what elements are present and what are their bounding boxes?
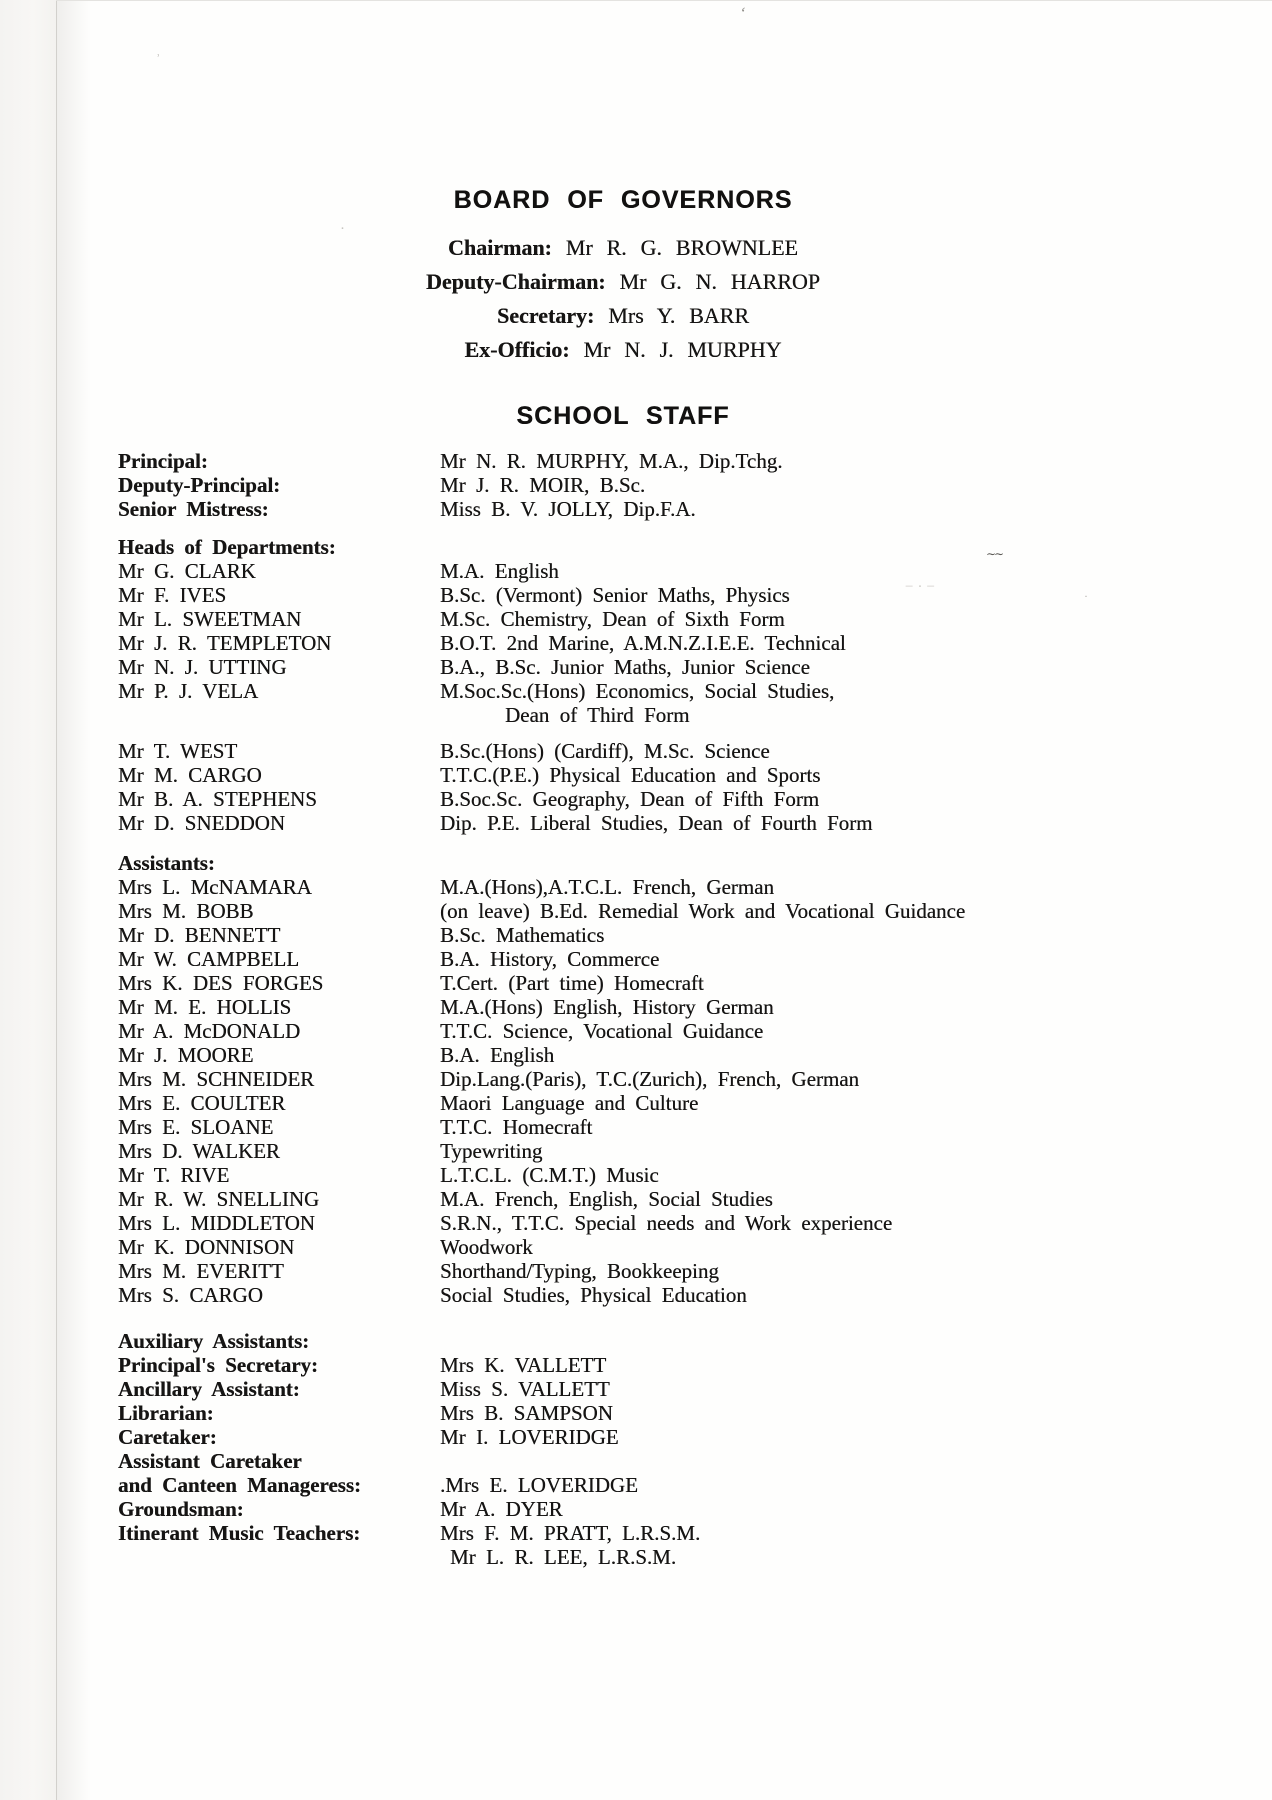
staff-row xyxy=(118,1163,1128,1187)
staff-row-label: Mrs S. CARGO xyxy=(118,1283,263,1307)
staff-row xyxy=(118,583,1128,607)
officer-role-label: Deputy-Chairman: xyxy=(425,269,606,294)
staff-row-label: Mr K. DONNISON xyxy=(118,1235,295,1259)
staff-row-label: Mr A. McDONALD xyxy=(118,1019,301,1043)
staff-row xyxy=(118,473,1128,497)
governor-officer-line xyxy=(118,299,1128,333)
staff-row-value: Maori Language and Culture xyxy=(440,1091,699,1115)
staff-row-value: M.A.(Hons),A.T.C.L. French, German xyxy=(440,875,774,899)
staff-row-value: Mr L. R. LEE, L.R.S.M. xyxy=(450,1545,677,1569)
staff-row xyxy=(118,947,1128,971)
page-left-edge xyxy=(0,0,57,1800)
staff-row xyxy=(118,449,1128,473)
staff-row-label: Mr T. WEST xyxy=(118,739,238,763)
staff-row-label: Mr L. SWEETMAN xyxy=(118,607,302,631)
staff-row-value: Mrs F. M. PRATT, L.R.S.M. xyxy=(440,1521,701,1545)
staff-row-label: Itinerant Music Teachers: xyxy=(118,1521,361,1545)
staff-row-value xyxy=(440,851,1128,875)
staff-row-value: L.T.C.L. (C.M.T.) Music xyxy=(440,1163,659,1187)
staff-row xyxy=(118,995,1128,1019)
scan-speck: ʻ xyxy=(738,4,747,23)
staff-row-label: Mr R. W. SNELLING xyxy=(118,1187,320,1211)
staff-row-label: Assistants: xyxy=(118,851,215,875)
staff-row-label: Mr F. IVES xyxy=(118,583,227,607)
scan-speck: · xyxy=(1084,589,1088,603)
staff-row-label: Mr P. J. VELA xyxy=(118,679,259,703)
staff-row-value: T.T.C. Science, Vocational Guidance xyxy=(440,1019,764,1043)
staff-row xyxy=(118,763,1128,787)
staff-row-label: Mr J. R. TEMPLETON xyxy=(118,631,332,655)
staff-row xyxy=(118,1259,1128,1283)
staff-row xyxy=(118,971,1128,995)
staff-row-value: S.R.N., T.T.C. Special needs and Work experience xyxy=(440,1211,893,1235)
staff-row-value: B.Sc. Mathematics xyxy=(440,923,605,947)
staff-row-label: Principal's Secretary: xyxy=(118,1353,319,1377)
staff-row xyxy=(118,875,1128,899)
staff-row-label: and Canteen Manageress: xyxy=(118,1473,362,1497)
staff-row-label: Mrs E. SLOANE xyxy=(118,1115,274,1139)
staff-row-label: Ancillary Assistant: xyxy=(118,1377,300,1401)
staff-row-value: Mr I. LOVERIDGE xyxy=(440,1425,619,1449)
staff-row-value: B.Sc. (Vermont) Senior Maths, Physics xyxy=(440,583,790,607)
staff-row-value: T.T.C. Homecraft xyxy=(440,1115,593,1139)
staff-row xyxy=(118,1401,1128,1425)
staff-row xyxy=(118,679,1128,703)
staff-row-value: M.A. French, English, Social Studies xyxy=(440,1187,773,1211)
staff-row-label: Mr J. MOORE xyxy=(118,1043,254,1067)
staff-row-label: Mrs M. SCHNEIDER xyxy=(118,1067,315,1091)
staff-row-label: Mr D. SNEDDON xyxy=(118,811,285,835)
staff-row xyxy=(118,1139,1128,1163)
staff-row xyxy=(118,1187,1128,1211)
staff-row-label: Mrs L. McNAMARA xyxy=(118,875,312,899)
scan-speck: ʾ xyxy=(156,53,161,68)
staff-row-value: Shorthand/Typing, Bookkeeping xyxy=(440,1259,719,1283)
scan-speck: −·− xyxy=(905,579,939,595)
staff-row-value: M.A. English xyxy=(440,559,559,583)
staff-row xyxy=(118,655,1128,679)
page-content xyxy=(118,0,1128,1569)
staff-row xyxy=(118,899,1128,923)
staff-row-label xyxy=(118,1545,440,1569)
staff-row-label: Mr B. A. STEPHENS xyxy=(118,787,317,811)
staff-row-label: Mr G. CLARK xyxy=(118,559,256,583)
staff-row xyxy=(118,1283,1128,1307)
staff-row-label: Mrs E. COULTER xyxy=(118,1091,286,1115)
staff-row-value: Mr N. R. MURPHY, M.A., Dip.Tchg. xyxy=(440,449,783,473)
staff-row-value: (on leave) B.Ed. Remedial Work and Vocational Guidance xyxy=(440,899,966,923)
staff-row-label: Mrs K. DES FORGES xyxy=(118,971,324,995)
staff-row xyxy=(118,1211,1128,1235)
staff-row xyxy=(118,1091,1128,1115)
staff-row xyxy=(118,923,1128,947)
officer-role-label: Secretary: xyxy=(496,303,595,328)
staff-row xyxy=(118,1235,1128,1259)
staff-row-label: Mr T. RIVE xyxy=(118,1163,230,1187)
staff-row-label: Mr M. CARGO xyxy=(118,763,262,787)
staff-row xyxy=(118,1329,1128,1353)
staff-row-value: Mr J. R. MOIR, B.Sc. xyxy=(440,473,646,497)
governor-officer-line xyxy=(118,333,1128,367)
staff-row xyxy=(118,851,1128,875)
staff-row-label: Heads of Departments: xyxy=(118,535,336,559)
staff-row-value: M.Soc.Sc.(Hons) Economics, Social Studies, xyxy=(440,679,835,703)
staff-row-value: T.Cert. (Part time) Homecraft xyxy=(440,971,704,995)
staff-row-label xyxy=(118,703,440,727)
staff-row xyxy=(118,559,1128,583)
staff-row xyxy=(118,1115,1128,1139)
staff-row xyxy=(118,703,1128,727)
staff-row-value: M.A.(Hons) English, History German xyxy=(440,995,774,1019)
staff-row-label: Auxiliary Assistants: xyxy=(118,1329,310,1353)
board-of-governors-heading: BOARD OF GOVERNORS xyxy=(453,186,793,214)
staff-row-label: Mrs L. MIDDLETON xyxy=(118,1211,315,1235)
staff-row-value: T.T.C.(P.E.) Physical Education and Sports xyxy=(440,763,821,787)
staff-row-label: Caretaker: xyxy=(118,1425,217,1449)
staff-row-value: Social Studies, Physical Education xyxy=(440,1283,747,1307)
staff-row-label: Mrs D. WALKER xyxy=(118,1139,280,1163)
staff-row xyxy=(118,497,1128,521)
staff-row-label: Mr W. CAMPBELL xyxy=(118,947,300,971)
officer-role-label: Ex-Officio: xyxy=(464,337,570,362)
staff-row-label: Mrs M. EVERITT xyxy=(118,1259,284,1283)
staff-row-value: Dip.Lang.(Paris), T.C.(Zurich), French, German xyxy=(440,1067,860,1091)
staff-row xyxy=(118,787,1128,811)
staff-row-value: Miss S. VALLETT xyxy=(440,1377,610,1401)
staff-row-value: B.A. History, Commerce xyxy=(440,947,660,971)
staff-row-label: Deputy-Principal: xyxy=(118,473,281,497)
staff-row-value: Woodwork xyxy=(440,1235,533,1259)
staff-row xyxy=(118,1545,1128,1569)
staff-row-value: Dip. P.E. Liberal Studies, Dean of Fourth Form xyxy=(440,811,873,835)
officer-role-label: Chairman: xyxy=(448,235,552,260)
staff-row-value: Mrs K. VALLETT xyxy=(440,1353,607,1377)
scan-speck: ∼∼ xyxy=(986,547,1003,561)
staff-row-label: Mrs M. BOBB xyxy=(118,899,254,923)
officer-name: Mr R. G. BROWNLEE xyxy=(565,235,798,260)
staff-row xyxy=(118,1067,1128,1091)
governor-officers xyxy=(118,231,1128,367)
staff-row-value: Dean of Third Form xyxy=(505,703,690,727)
staff-row-value: B.A. English xyxy=(440,1043,555,1067)
staff-row-value: B.Soc.Sc. Geography, Dean of Fifth Form xyxy=(440,787,820,811)
staff-row-value xyxy=(440,535,1128,559)
staff-row xyxy=(118,1473,1128,1497)
staff-row-value: M.Sc. Chemistry, Dean of Sixth Form xyxy=(440,607,785,631)
staff-row-value: Miss B. V. JOLLY, Dip.F.A. xyxy=(440,497,696,521)
staff-table xyxy=(118,449,1128,1569)
staff-row-value: .Mrs E. LOVERIDGE xyxy=(440,1473,638,1497)
staff-row-value: Typewriting xyxy=(440,1139,543,1163)
staff-row xyxy=(118,811,1128,835)
staff-row xyxy=(118,535,1128,559)
staff-row xyxy=(118,1353,1128,1377)
staff-row-label: Groundsman: xyxy=(118,1497,244,1521)
staff-row xyxy=(118,1497,1128,1521)
staff-row-label: Principal: xyxy=(118,449,208,473)
staff-row xyxy=(118,1449,1128,1473)
staff-row-label: Mr M. E. HOLLIS xyxy=(118,995,292,1019)
staff-row-value: Mr A. DYER xyxy=(440,1497,563,1521)
staff-row xyxy=(118,607,1128,631)
staff-row-label: Assistant Caretaker xyxy=(118,1449,302,1473)
staff-row-value xyxy=(440,1329,1128,1353)
page-edge-shadow xyxy=(57,0,91,1800)
staff-row xyxy=(118,1521,1128,1545)
governor-officer-line xyxy=(118,265,1128,299)
staff-row-value: B.A., B.Sc. Junior Maths, Junior Science xyxy=(440,655,810,679)
school-staff-heading: SCHOOL STAFF xyxy=(516,402,730,430)
staff-row xyxy=(118,1425,1128,1449)
officer-name: Mr G. N. HARROP xyxy=(619,269,821,294)
staff-row xyxy=(118,739,1128,763)
staff-row-label: Senior Mistress: xyxy=(118,497,269,521)
staff-row-value: Mrs B. SAMPSON xyxy=(440,1401,613,1425)
staff-row xyxy=(118,631,1128,655)
officer-name: Mrs Y. BARR xyxy=(608,303,750,328)
staff-row-label: Mr D. BENNETT xyxy=(118,923,281,947)
staff-row-value xyxy=(440,1449,1128,1473)
staff-row-value: B.O.T. 2nd Marine, A.M.N.Z.I.E.E. Technical xyxy=(440,631,846,655)
officer-name: Mr N. J. MURPHY xyxy=(583,337,782,362)
staff-row-label: Librarian: xyxy=(118,1401,214,1425)
staff-row xyxy=(118,1377,1128,1401)
staff-row xyxy=(118,1019,1128,1043)
staff-row-label: Mr N. J. UTTING xyxy=(118,655,287,679)
governor-officer-line xyxy=(118,231,1128,265)
staff-row-value: B.Sc.(Hons) (Cardiff), M.Sc. Science xyxy=(440,739,770,763)
scan-speck: · xyxy=(340,221,345,237)
staff-row xyxy=(118,1043,1128,1067)
